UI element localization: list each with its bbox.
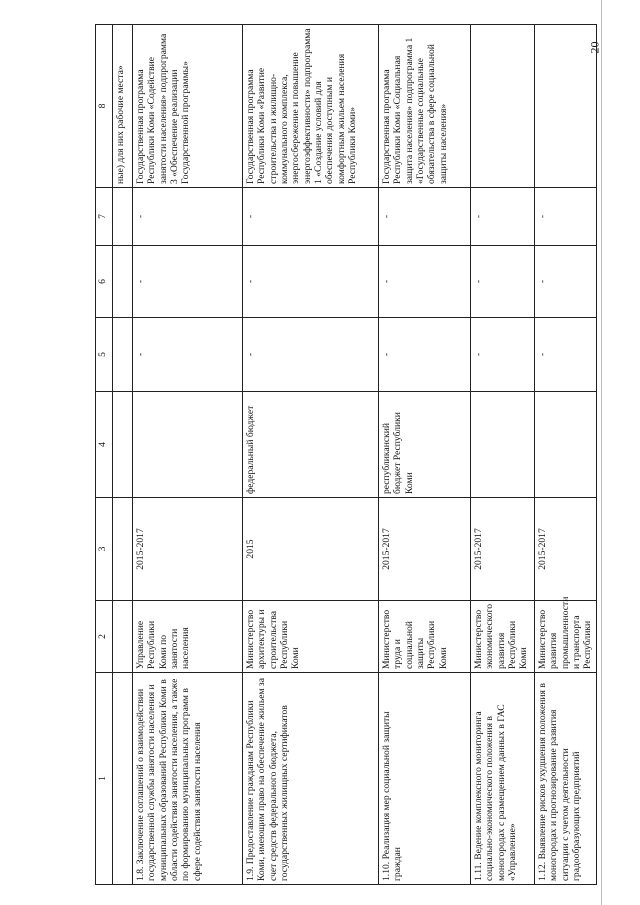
header-col-1: 1 [96,673,113,885]
cell-value-7: - [133,188,243,246]
cell-period: 2015-2017 [379,498,471,601]
cell-executor: Министерство экономического развития Республики Коми [471,601,535,673]
header-col-3: 3 [96,498,113,601]
cell-value-6: - [379,246,471,318]
cell-value-5 [113,318,133,392]
cell-source: республиканский бюджет Республики Коми [379,392,471,498]
cell-executor: Министерство труда и социальной защиты Республики Коми [379,601,471,673]
cell-value-7 [113,188,133,246]
cell-program: Государственная программа Республики Коми «Развитие строительства и жилищно-коммунального комплекса, энергосбережение и повышение энергоэффективности» подпрограмма 1 «Создание условий для обеспечения доступным и комфортным жильем населения Республики Коми» [243,25,379,188]
cell-program [535,25,597,188]
cell-executor: Министерство развития промышленности и транспорта Республики [535,601,597,673]
table-row [471,25,535,885]
cell-value-7: - [471,188,535,246]
header-col-2: 2 [96,601,113,673]
cell-program: ные) для них рабочие места» [113,25,133,188]
cell-program: Государственная программа Республики Коми «Социальная защита населения» подпрограмма 1 «Государственные социальные обязательства в сфере социальной защиты населения» [379,25,471,188]
cell-period: 2015 [243,498,379,601]
cell-value-5: - [379,318,471,392]
cell-value-6: - [471,246,535,318]
cell-value-6: - [535,246,597,318]
cell-measure [113,673,133,885]
cell-period [113,498,133,601]
table-row [535,25,597,885]
header-col-6: 6 [96,246,113,318]
cell-value-6 [113,246,133,318]
cell-measure: 1.8. Заключение соглашений о взаимодействии государственной службы занятости населения и муниципальных образований Республики Коми в области содействия занятости населения, а также по формированию муниципальных программ в сфере содействия занятости населения [133,673,243,885]
cell-program [471,25,535,188]
cell-value-6: - [133,246,243,318]
cell-measure: 1.11. Ведение комплексного мониторинга социально-экономического положения в моногородах с размещением данных в ГАС «Управление» [471,673,535,885]
cell-executor [113,601,133,673]
cell-source [113,392,133,498]
cell-value-7: - [379,188,471,246]
cell-value-7: - [243,188,379,246]
cell-measure: 1.10. Реализация мер социальной защиты граждан [379,673,471,885]
cell-period: 2015-2017 [471,498,535,601]
cell-period: 2015-2017 [133,498,243,601]
table-row [133,25,243,885]
page-edge-line [601,0,602,905]
page-number: 20 [587,41,602,54]
cell-executor: Министерство архитектуры и строительства Республики Коми [243,601,379,673]
cell-period: 2015-2017 [535,498,597,601]
cell-value-5: - [133,318,243,392]
cell-value-6: - [243,246,379,318]
cell-source: федеральный бюджет [243,392,379,498]
table-row [379,25,471,885]
cell-measure: 1.9. Предоставление гражданам Республики Коми, имеющим право на обеспечение жильем за счет средств федерального бюджета, государственных жилищных сертификатов [243,673,379,885]
header-col-8: 8 [96,25,113,188]
table-row [243,25,379,885]
cell-value-7: - [535,188,597,246]
header-col-4: 4 [96,392,113,498]
header-col-5: 5 [96,318,113,392]
cell-program: Государственная программа Республики Коми «Содействие занятости населения» подпрограмма 3 «Обеспечение реализации Государственной программы» [133,25,243,188]
header-col-7: 7 [96,188,113,246]
cell-source [471,392,535,498]
cell-measure: 1.12. Выявление рисков ухудшения положения в моногородах и прогнозирование развития ситуации с учетом деятельности градообразующих предприятий [535,673,597,885]
rotated-table-sheet [95,25,594,885]
cell-value-5: - [243,318,379,392]
cell-source [535,392,597,498]
table-header-row [96,25,113,885]
cell-source [133,392,243,498]
cell-value-5: - [535,318,597,392]
measures-table [95,24,597,885]
table-row [113,25,133,885]
cell-executor: Управление Республики Коми по занятости населения [133,601,243,673]
cell-value-5: - [471,318,535,392]
